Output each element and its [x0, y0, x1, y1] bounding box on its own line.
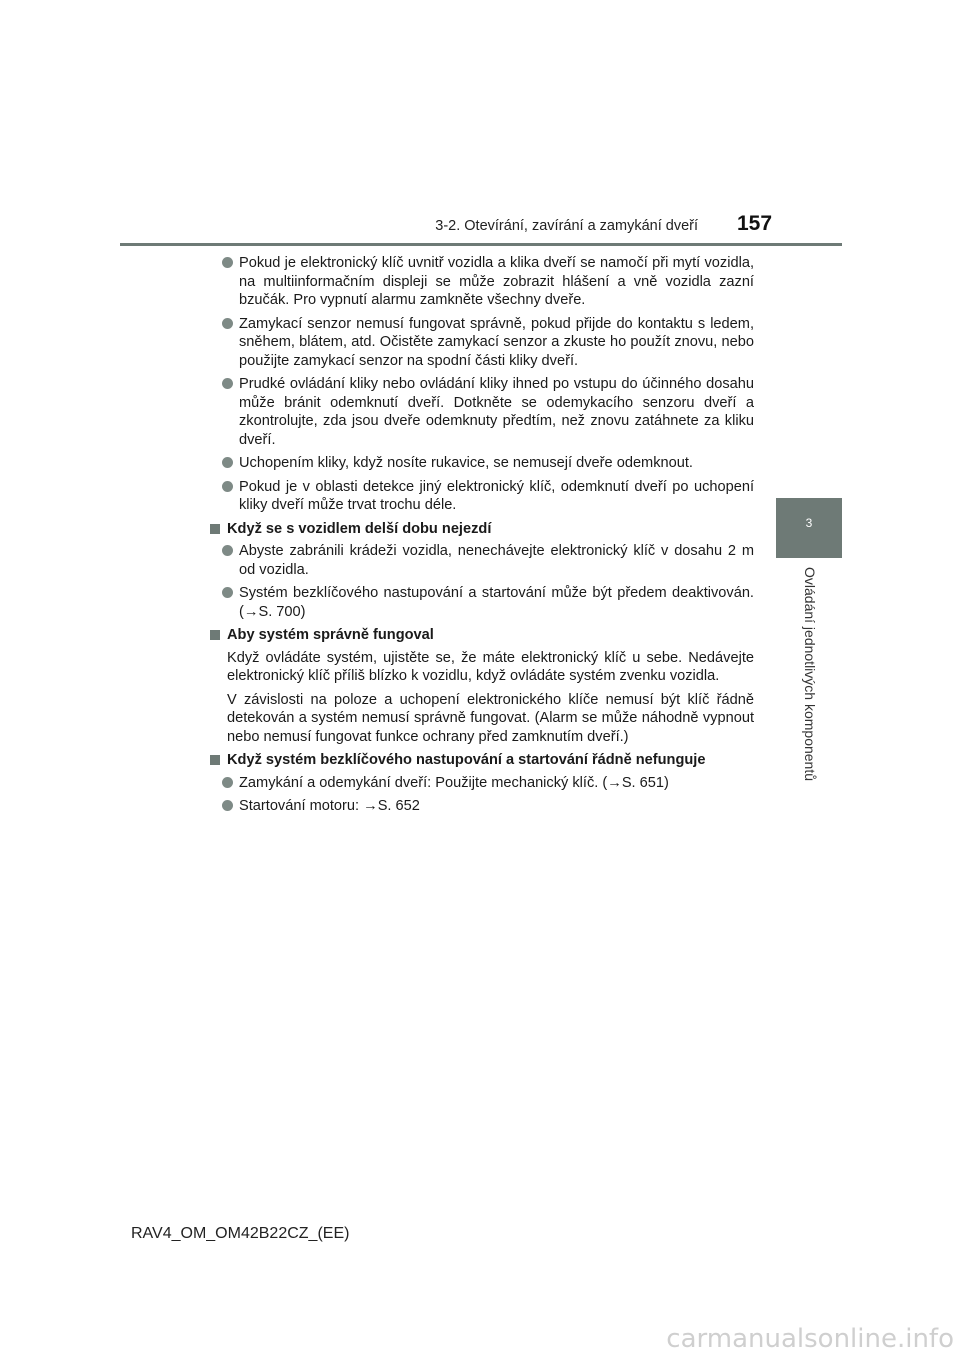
bullet-text: Abyste zabránili krádeži vozidla, nenechávejte elektronický klíč v dosahu 2 m od vozidla.	[239, 543, 754, 578]
bullet-text: Zamykací senzor nemusí fungovat správně, pokud přijde do kontaktu s ledem, sněhem, blátem, atd. Očistěte zamykací senzor a zkuste ho použít znovu, nebo použijte zamykací senzor na spodní části kliky dveří.	[239, 315, 754, 369]
paragraph: Když ovládáte systém, ujistěte se, že máte elektronický klíč u sebe. Nedávejte elektronický klíč příliš blízko k vozidlu, když ovládáte systém zvenku vozidla.	[227, 649, 754, 684]
heading-square-icon	[210, 524, 220, 534]
bullet-item	[222, 774, 754, 793]
section-heading	[210, 520, 754, 539]
page-number: 157	[737, 212, 773, 235]
bullet-text: Pokud je v oblasti detekce jiný elektronický klíč, odemknutí dveří po uchopení kliky dveří může trvat trochu déle.	[239, 478, 754, 513]
heading-square-icon	[210, 755, 220, 765]
section-heading	[210, 751, 754, 770]
chapter-tab	[776, 498, 842, 558]
bullet-text: Prudké ovládání kliky nebo ovládání kliky ihned po vstupu do účinného dosahu může bránit odemknutí dveří. Dotkněte se odemykacího senzoru dveří a zkontrolujte, zda jsou dveře odemknuty předtím, než znovu zatáhnete za kliku dveří.	[239, 376, 754, 448]
paragraph: V závislosti na poloze a uchopení elektronického klíče nemusí být klíč řádně detekován a systém nemusí správně fungovat. (Alarm se může náhodně vypnout nebo nemusí fungovat funkce ochrany před zamknutím dveří.)	[227, 691, 754, 745]
bullet-dot-icon	[222, 545, 233, 556]
bullet-text: Pokud je elektronický klíč uvnitř vozidla a klika dveří se namočí při mytí vozidla, na multiinformačním displeji se může zobrazit hlášení a vně vozidla zazní bzučák. Pro vypnutí alarmu zamkněte všechny dveře.	[239, 255, 754, 308]
bullet-text: Startování motoru: →S. 652	[239, 798, 420, 814]
watermark: carmanualsonline.info	[666, 1324, 954, 1354]
bullet-item	[222, 542, 754, 579]
main-content	[222, 254, 754, 816]
section-heading	[210, 626, 754, 645]
bullet-dot-icon	[222, 587, 233, 598]
bullet-item	[222, 254, 754, 310]
heading-text: Aby systém správně fungoval	[227, 627, 434, 643]
bullet-dot-icon	[222, 481, 233, 492]
document-code: RAV4_OM_OM42B22CZ_(EE)	[131, 1225, 350, 1242]
bullet-item	[222, 478, 754, 515]
chapter-number: 3	[805, 516, 813, 530]
section-title: 3-2. Otevírání, zavírání a zamykání dveří	[435, 218, 698, 234]
bullet-dot-icon	[222, 457, 233, 468]
heading-square-icon	[210, 630, 220, 640]
bullet-item	[222, 797, 754, 816]
bullet-text: Uchopením kliky, když nosíte rukavice, se nemusejí dveře odemknout.	[239, 455, 693, 471]
header-divider	[120, 243, 842, 246]
bullet-dot-icon	[222, 318, 233, 329]
chapter-label: Ovládání jednotlivých komponentů	[802, 567, 818, 782]
bullet-item	[222, 375, 754, 449]
bullet-item	[222, 315, 754, 371]
bullet-dot-icon	[222, 777, 233, 788]
bullet-dot-icon	[222, 378, 233, 389]
bullet-text: Systém bezklíčového nastupování a startování může být předem deaktivován. (→S. 700)	[239, 585, 754, 620]
bullet-item	[222, 454, 754, 473]
heading-text: Když se s vozidlem delší dobu nejezdí	[227, 520, 492, 537]
bullet-item	[222, 584, 754, 621]
bullet-dot-icon	[222, 800, 233, 811]
bullet-dot-icon	[222, 257, 233, 268]
bullet-text: Zamykání a odemykání dveří: Použijte mechanický klíč. (→S. 651)	[239, 774, 669, 791]
heading-text: Když systém bezklíčového nastupování a startování řádně nefunguje	[227, 752, 706, 768]
